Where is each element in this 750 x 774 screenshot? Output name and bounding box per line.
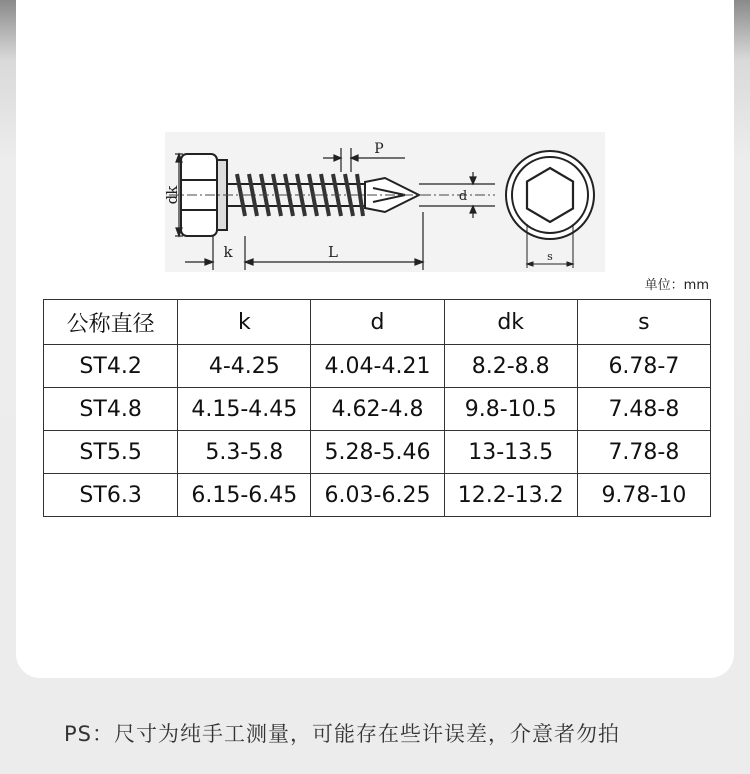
table-cell: 6.03-6.25: [311, 474, 444, 517]
header-s: s: [577, 300, 710, 345]
dk-label: dk: [163, 185, 181, 205]
table-cell: 12.2-13.2: [444, 474, 577, 517]
table-cell: ST4.8: [44, 388, 178, 431]
table-cell: ST6.3: [44, 474, 178, 517]
spec-table: [43, 299, 711, 517]
header-k: k: [178, 300, 311, 345]
table-cell: 4.04-4.21: [311, 345, 444, 388]
table-cell: 6.15-6.45: [178, 474, 311, 517]
header-dk: dk: [444, 300, 577, 345]
unit-label: 单位：mm: [644, 278, 709, 293]
d-label: d: [458, 189, 468, 204]
screw-diagram: [165, 132, 605, 272]
table-cell: 7.48-8: [577, 388, 710, 431]
header-nominal-diameter: 公称直径: [44, 300, 178, 345]
table-cell: 9.78-10: [577, 474, 710, 517]
table-cell: 13-13.5: [444, 431, 577, 474]
table-cell: ST5.5: [44, 431, 178, 474]
table-row: [44, 431, 711, 474]
header-d: d: [311, 300, 444, 345]
L-label: L: [328, 243, 338, 261]
table-cell: ST4.2: [44, 345, 178, 388]
table-cell: 7.78-8: [577, 431, 710, 474]
table-cell: 4-4.25: [178, 345, 311, 388]
table-row: [44, 345, 711, 388]
table-cell: 4.62-4.8: [311, 388, 444, 431]
table-cell: 5.28-5.46: [311, 431, 444, 474]
end-view: [506, 151, 594, 239]
table-header-row: [44, 300, 711, 345]
measurement-note: PS：尺寸为纯手工测量，可能存在些许误差，介意者勿拍: [64, 722, 620, 746]
table-row: [44, 388, 711, 431]
table-row: [44, 474, 711, 517]
k-label: k: [223, 243, 233, 261]
table-cell: 9.8-10.5: [444, 388, 577, 431]
table-cell: 4.15-4.45: [178, 388, 311, 431]
table-cell: 6.78-7: [577, 345, 710, 388]
P-label: P: [374, 141, 384, 157]
table-cell: 5.3-5.8: [178, 431, 311, 474]
s-label: s: [547, 250, 553, 263]
table-cell: 8.2-8.8: [444, 345, 577, 388]
